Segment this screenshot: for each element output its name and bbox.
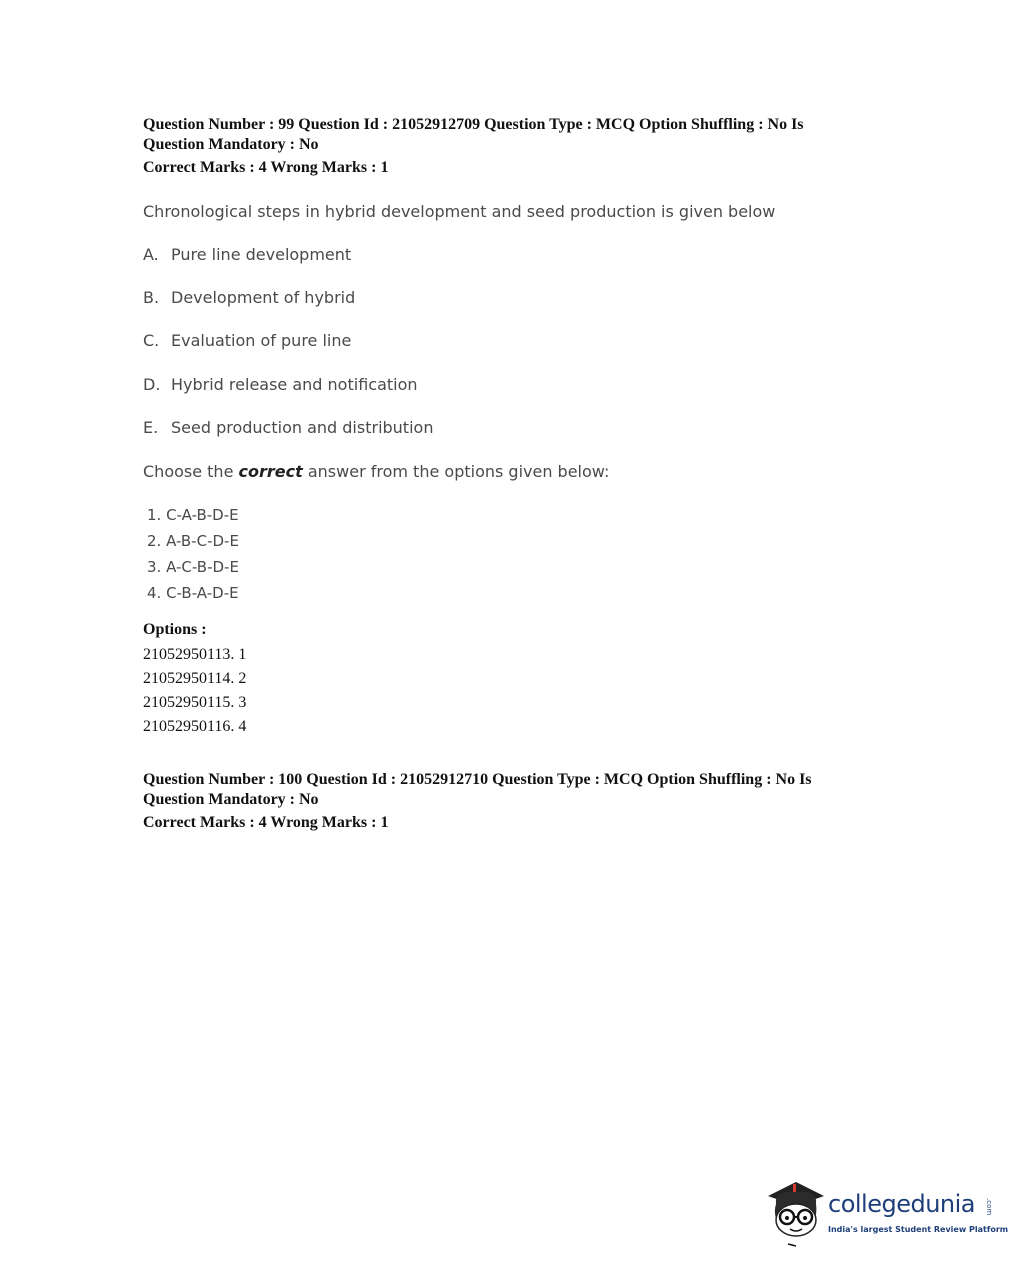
statement-d bbox=[143, 375, 418, 394]
option-id-4: 21052950116. 4 bbox=[143, 718, 247, 735]
statement-letter: D. bbox=[143, 375, 161, 394]
instruction-prefix: Choose the bbox=[143, 462, 234, 481]
student-mascot-icon bbox=[766, 1176, 826, 1252]
statement-letter: B. bbox=[143, 288, 160, 307]
logo-wordmark: collegedunia bbox=[828, 1190, 976, 1218]
question-99-instruction bbox=[143, 462, 609, 481]
option-id-1: 21052950113. 1 bbox=[143, 646, 247, 663]
collegedunia-logo bbox=[766, 1176, 1009, 1252]
answer-choice-1: 1. C-A-B-D-E bbox=[147, 506, 239, 524]
question-100-header bbox=[143, 770, 903, 810]
question-100-marks: Correct Marks : 4 Wrong Marks : 1 bbox=[143, 814, 389, 831]
question-100-header-line2: Question Mandatory : No bbox=[143, 791, 319, 808]
statement-letter: C. bbox=[143, 331, 160, 350]
statement-c bbox=[143, 331, 351, 350]
logo-domain-suffix: .com bbox=[985, 1198, 993, 1216]
answer-choice-4: 4. C-B-A-D-E bbox=[147, 584, 239, 602]
option-id-2: 21052950114. 2 bbox=[143, 670, 247, 687]
options-label: Options : bbox=[143, 621, 207, 638]
logo-tagline: India's largest Student Review Platform bbox=[828, 1225, 1009, 1234]
statement-text: Hybrid release and notification bbox=[171, 375, 418, 394]
question-99-header bbox=[143, 115, 903, 155]
statement-a bbox=[143, 245, 351, 264]
statement-text: Development of hybrid bbox=[171, 288, 356, 307]
option-id-3: 21052950115. 3 bbox=[143, 694, 247, 711]
question-99-marks: Correct Marks : 4 Wrong Marks : 1 bbox=[143, 159, 389, 176]
question-100-header-line1: Question Number : 100 Question Id : 21052912710 Question Type : MCQ Option Shuffling : No Is bbox=[143, 771, 812, 788]
statement-letter: E. bbox=[143, 418, 159, 437]
statement-e bbox=[143, 418, 433, 437]
instruction-emphasis: correct bbox=[238, 462, 303, 481]
question-99-header-line2: Question Mandatory : No bbox=[143, 136, 319, 153]
statement-text: Pure line development bbox=[171, 245, 352, 264]
answer-choice-3: 3. A-C-B-D-E bbox=[147, 558, 239, 576]
statement-letter: A. bbox=[143, 245, 159, 264]
statement-b bbox=[143, 288, 355, 307]
question-99-header-line1: Question Number : 99 Question Id : 21052912709 Question Type : MCQ Option Shuffling : No Is bbox=[143, 116, 804, 133]
question-99-stem: Chronological steps in hybrid development and seed production is given below bbox=[143, 202, 776, 221]
statement-text: Seed production and distribution bbox=[171, 418, 434, 437]
instruction-suffix: answer from the options given below: bbox=[307, 462, 610, 481]
answer-choice-2: 2. A-B-C-D-E bbox=[147, 532, 239, 550]
statement-text: Evaluation of pure line bbox=[171, 331, 352, 350]
